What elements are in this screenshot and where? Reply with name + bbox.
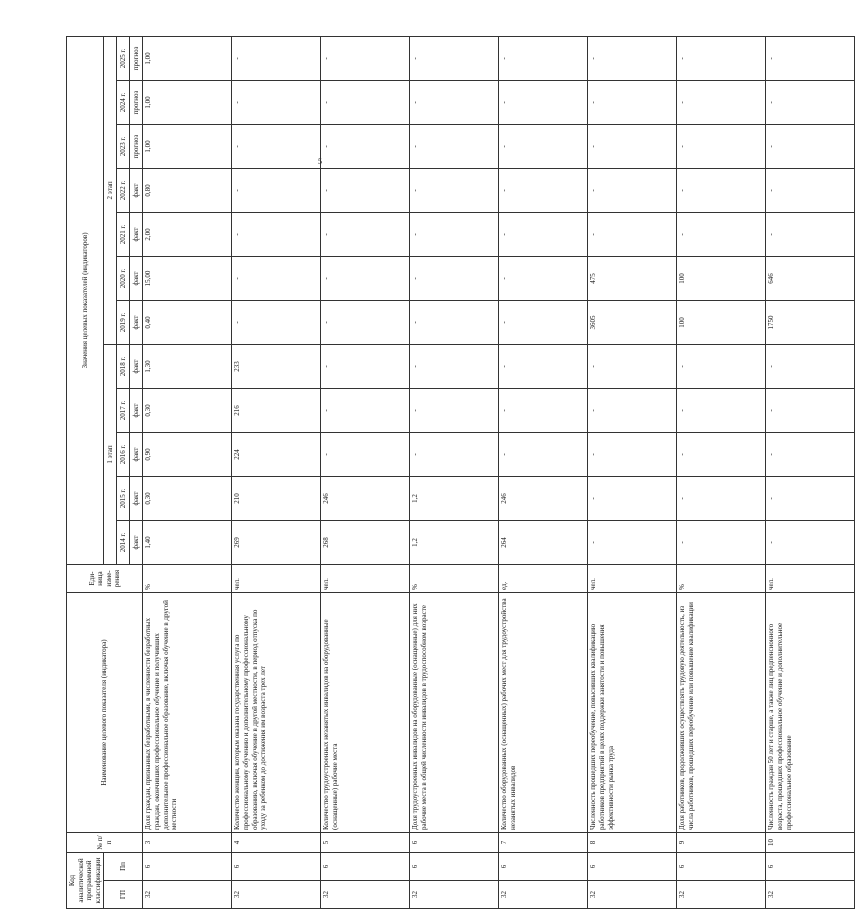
year-header: 2018 г.: [117, 345, 130, 389]
value-cell: -: [410, 345, 499, 389]
year-header: 2023 г.: [117, 125, 130, 169]
num-cell: 3: [143, 833, 232, 853]
value-cell: 246: [499, 477, 588, 521]
value-type-header: факт: [130, 389, 143, 433]
value-cell: 3605: [588, 301, 677, 345]
value-type-header: факт: [130, 477, 143, 521]
value-cell: 0,30: [143, 477, 232, 521]
table-row: [410, 36, 499, 908]
pp-cell: 6: [588, 853, 677, 881]
value-cell: 1,30: [143, 345, 232, 389]
value-cell: 646: [766, 257, 855, 301]
value-cell: -: [677, 81, 766, 125]
value-cell: 1,00: [143, 125, 232, 169]
value-cell: -: [499, 345, 588, 389]
value-cell: -: [321, 125, 410, 169]
value-cell: -: [321, 345, 410, 389]
value-cell: -: [499, 213, 588, 257]
value-cell: 0,40: [143, 301, 232, 345]
gp-cell: 32: [410, 881, 499, 909]
value-cell: 1,00: [143, 81, 232, 125]
year-header: 2014 г.: [117, 521, 130, 565]
value-cell: -: [232, 213, 321, 257]
values-group-header: Значения целевых показателей (индикаторов): [67, 36, 104, 564]
table-row: [588, 36, 677, 908]
year-header: 2022 г.: [117, 169, 130, 213]
value-cell: -: [766, 213, 855, 257]
pp-cell: 6: [766, 853, 855, 881]
unit-cell: ед.: [499, 565, 588, 593]
value-cell: -: [232, 301, 321, 345]
table-row: [766, 36, 855, 908]
value-cell: 100: [677, 301, 766, 345]
num-cell: 4: [232, 833, 321, 853]
unit-cell: чел.: [588, 565, 677, 593]
num-cell: 8: [588, 833, 677, 853]
value-cell: -: [588, 125, 677, 169]
gp-cell: 32: [588, 881, 677, 909]
unit-cell: чел.: [232, 565, 321, 593]
pp-cell: 6: [321, 853, 410, 881]
value-cell: -: [499, 389, 588, 433]
value-cell: -: [677, 389, 766, 433]
rotated-table-wrapper: [66, 37, 793, 909]
value-type-header: прогноз: [130, 81, 143, 125]
value-cell: -: [766, 433, 855, 477]
value-cell: -: [677, 477, 766, 521]
value-cell: -: [499, 257, 588, 301]
value-type-header: прогноз: [130, 125, 143, 169]
value-cell: -: [677, 345, 766, 389]
value-cell: 475: [588, 257, 677, 301]
gp-cell: 32: [677, 881, 766, 909]
gp-cell: 32: [232, 881, 321, 909]
num-cell: 6: [410, 833, 499, 853]
year-header: 2017 г.: [117, 389, 130, 433]
value-cell: 1,00: [143, 36, 232, 80]
value-cell: -: [321, 389, 410, 433]
value-cell: -: [410, 125, 499, 169]
value-cell: -: [232, 36, 321, 80]
value-type-header: факт: [130, 169, 143, 213]
num-cell: 9: [677, 833, 766, 853]
value-type-header: факт: [130, 345, 143, 389]
value-cell: -: [321, 169, 410, 213]
value-cell: 1,2: [410, 521, 499, 565]
gp-cell: 32: [766, 881, 855, 909]
value-cell: 0,30: [143, 389, 232, 433]
value-cell: 1750: [766, 301, 855, 345]
value-cell: -: [410, 301, 499, 345]
value-cell: -: [410, 213, 499, 257]
value-cell: 233: [232, 345, 321, 389]
pp-cell: 6: [143, 853, 232, 881]
value-cell: -: [499, 301, 588, 345]
num-header: № п/п: [67, 833, 143, 853]
value-cell: -: [766, 81, 855, 125]
unit-header: Еди-ница изме-рения: [67, 565, 143, 593]
value-cell: -: [321, 213, 410, 257]
pp-header: Пп: [104, 853, 143, 881]
indicator-name-cell: Доля граждан, признанных безработными, в численности безработных граждан, окончивших профессиональное обучение и получивших дополнительное профессиональное образование, включая обучение в другой местности: [143, 593, 232, 833]
value-type-header: факт: [130, 521, 143, 565]
value-cell: 269: [232, 521, 321, 565]
code-group-header: Код аналитической программной классификации: [67, 853, 104, 909]
value-cell: -: [677, 433, 766, 477]
value-cell: -: [588, 169, 677, 213]
value-type-header: факт: [130, 257, 143, 301]
value-cell: -: [410, 257, 499, 301]
value-cell: -: [588, 81, 677, 125]
indicator-name-cell: Доля трудоустроенных инвалидов на оборудованные (оснащенные) для них рабочие места в общей численности инвалидов в трудоспособном возрасте: [410, 593, 499, 833]
value-type-header: факт: [130, 433, 143, 477]
value-cell: 210: [232, 477, 321, 521]
value-cell: 2,00: [143, 213, 232, 257]
value-cell: -: [321, 36, 410, 80]
value-cell: -: [766, 169, 855, 213]
unit-cell: %: [410, 565, 499, 593]
value-cell: 0,80: [143, 169, 232, 213]
year-header: 2019 г.: [117, 301, 130, 345]
value-type-header: факт: [130, 213, 143, 257]
value-type-header: прогноз: [130, 36, 143, 80]
value-cell: 216: [232, 389, 321, 433]
value-cell: 15,00: [143, 257, 232, 301]
indicator-name-header: Наименование целевого показателя (индикатора): [67, 593, 143, 833]
value-cell: -: [766, 345, 855, 389]
value-cell: -: [588, 36, 677, 80]
gp-cell: 32: [499, 881, 588, 909]
value-cell: -: [766, 521, 855, 565]
value-type-header: факт: [130, 301, 143, 345]
pp-cell: 6: [410, 853, 499, 881]
value-cell: 1,2: [410, 477, 499, 521]
value-cell: -: [232, 125, 321, 169]
indicator-name-cell: Численность прошедших переобучение, повысивших квалификацию работников предприятий в целях поддержки занятости и повышения эффективности рынка труда: [588, 593, 677, 833]
year-header: 2021 г.: [117, 213, 130, 257]
value-cell: -: [588, 213, 677, 257]
value-cell: -: [766, 125, 855, 169]
value-cell: -: [588, 433, 677, 477]
table-row: [143, 36, 232, 908]
gp-header: ГП: [104, 881, 143, 909]
value-cell: -: [499, 36, 588, 80]
table-row: [232, 36, 321, 908]
value-cell: -: [321, 433, 410, 477]
indicator-name-cell: Доля работников, продолживших осуществлять трудовую деятельность, из числа работников, прошедших переобучение или повышение квалификации: [677, 593, 766, 833]
value-cell: -: [232, 81, 321, 125]
value-cell: -: [321, 301, 410, 345]
year-header: 2015 г.: [117, 477, 130, 521]
num-cell: 7: [499, 833, 588, 853]
year-header: 2020 г.: [117, 257, 130, 301]
unit-cell: %: [677, 565, 766, 593]
value-cell: -: [677, 36, 766, 80]
unit-cell: %: [143, 565, 232, 593]
pp-cell: 6: [499, 853, 588, 881]
indicators-table: [66, 36, 855, 909]
value-cell: 1,40: [143, 521, 232, 565]
value-cell: -: [499, 169, 588, 213]
value-cell: -: [321, 81, 410, 125]
unit-cell: чел.: [766, 565, 855, 593]
value-cell: -: [677, 169, 766, 213]
indicator-name-cell: Численность граждан 50 лет и старше, а также лиц предпенсионного возраста, прошедших профессиональное обучение и дополнительное профессиональное образование: [766, 593, 855, 833]
value-cell: -: [588, 521, 677, 565]
value-cell: -: [410, 36, 499, 80]
num-cell: 5: [321, 833, 410, 853]
table-row: [677, 36, 766, 908]
gp-cell: 32: [321, 881, 410, 909]
year-header: 2025 г.: [117, 36, 130, 80]
value-cell: -: [677, 213, 766, 257]
value-cell: 0,90: [143, 433, 232, 477]
pp-cell: 6: [232, 853, 321, 881]
value-cell: 246: [321, 477, 410, 521]
pp-cell: 6: [677, 853, 766, 881]
value-cell: -: [677, 521, 766, 565]
stage1-header: 1 этап: [104, 345, 117, 565]
value-cell: -: [499, 81, 588, 125]
table-row: [321, 36, 410, 908]
num-cell: 10: [766, 833, 855, 853]
table-body: [143, 36, 855, 908]
value-cell: -: [410, 169, 499, 213]
value-cell: -: [499, 433, 588, 477]
value-cell: -: [232, 257, 321, 301]
unit-cell: чел.: [321, 565, 410, 593]
indicator-name-cell: Количество трудоустроенных незанятых инвалидов на оборудованные (оснащенные) рабочие места: [321, 593, 410, 833]
value-cell: -: [766, 389, 855, 433]
value-cell: 224: [232, 433, 321, 477]
table-row: [499, 36, 588, 908]
year-header: 2024 г.: [117, 81, 130, 125]
value-cell: -: [410, 389, 499, 433]
value-cell: -: [766, 36, 855, 80]
value-cell: -: [410, 433, 499, 477]
value-cell: 268: [321, 521, 410, 565]
value-cell: -: [410, 81, 499, 125]
value-cell: -: [588, 389, 677, 433]
value-cell: -: [321, 257, 410, 301]
indicator-name-cell: Количество оборудованных (оснащенных) рабочих мест для трудоустройства незанятых инвалидов: [499, 593, 588, 833]
value-cell: -: [232, 169, 321, 213]
value-cell: 264: [499, 521, 588, 565]
value-cell: -: [677, 125, 766, 169]
value-cell: -: [499, 125, 588, 169]
stage2-header: 2 этап: [104, 36, 117, 344]
page-number: 5: [318, 157, 322, 166]
value-cell: -: [588, 345, 677, 389]
indicator-name-cell: Количество женщин, которым оказана государственная услуга по профессиональному обучению и дополнительному профессиональному образованию, включая обучение в другой местности, в период отпуска по уходу за ребенком до достижения им возраста трех лет: [232, 593, 321, 833]
value-cell: 100: [677, 257, 766, 301]
year-header: 2016 г.: [117, 433, 130, 477]
gp-cell: 32: [143, 881, 232, 909]
value-cell: -: [766, 477, 855, 521]
value-cell: -: [588, 477, 677, 521]
